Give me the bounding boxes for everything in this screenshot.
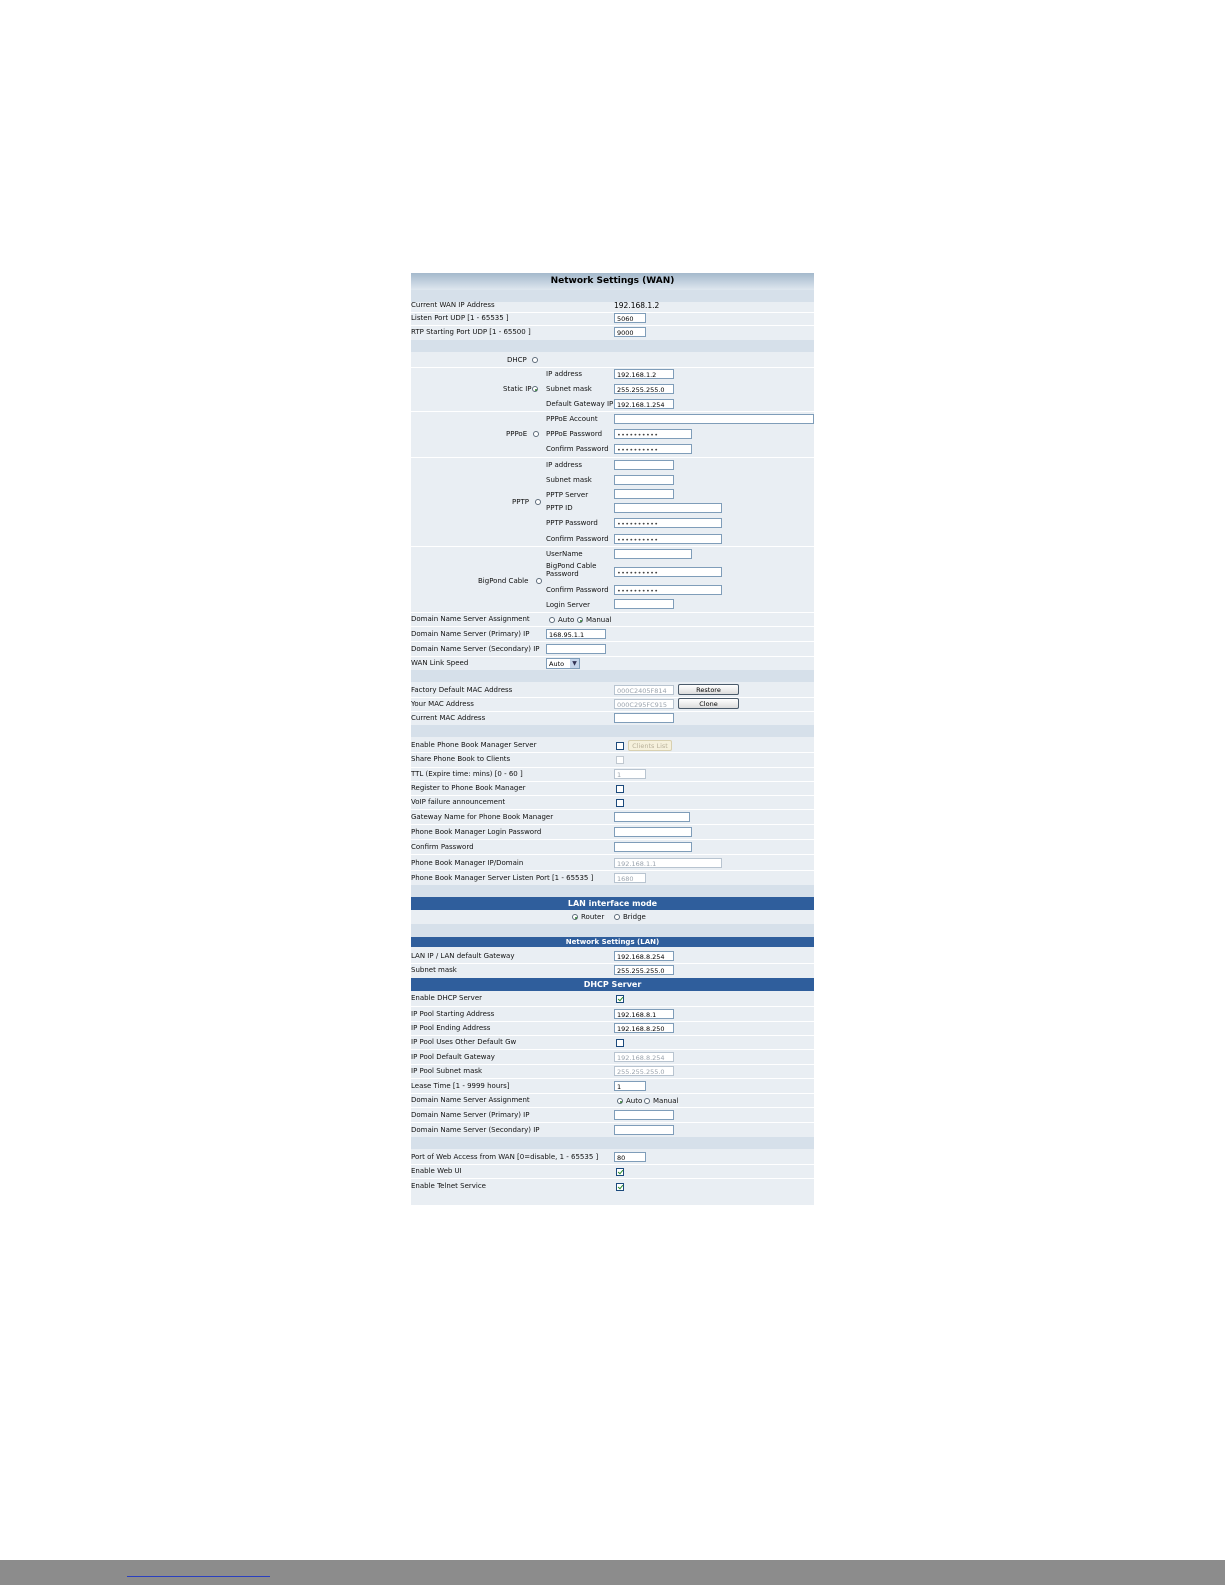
row-divider [411, 1078, 814, 1079]
dhcp-enable-checkbox[interactable] [616, 995, 624, 1003]
bigpond-confirm-input[interactable]: •••••••••• [614, 585, 722, 595]
settings-panel [411, 273, 814, 1205]
pppoe-account-label: PPPoE Account [546, 415, 598, 423]
row-divider [411, 641, 814, 642]
web-ui-checkbox[interactable] [616, 1168, 624, 1176]
section-separator [411, 340, 814, 352]
pb-confirm-label: Confirm Password [411, 843, 474, 851]
wan-dns-auto-radio[interactable] [549, 617, 555, 623]
pb-share-checkbox [616, 756, 624, 764]
dhcp-start-label: IP Pool Starting Address [411, 1010, 495, 1018]
bridge-mode-label: Bridge [623, 913, 646, 921]
lan-mask-input[interactable]: 255.255.255.0 [614, 965, 674, 975]
lan-ip-input[interactable]: 192.168.8.254 [614, 951, 674, 961]
row-divider [411, 1122, 814, 1123]
row-divider [411, 795, 814, 796]
row-divider [411, 1006, 814, 1007]
row-divider [411, 1164, 814, 1165]
wan-dns-manual-label: Manual [586, 616, 612, 624]
lan-ip-label: LAN IP / LAN default Gateway [411, 952, 515, 960]
section-separator [411, 924, 814, 937]
pb-listen-port-input: 1680 [614, 873, 646, 883]
bigpond-login-input[interactable] [614, 599, 674, 609]
clone-button[interactable]: Clone [678, 698, 739, 709]
row-divider [411, 767, 814, 768]
section-separator [411, 670, 814, 682]
rtp-port-input[interactable]: 9000 [614, 327, 646, 337]
row-divider [411, 824, 814, 825]
wan-link-speed-label: WAN Link Speed [411, 659, 469, 667]
section-separator [411, 725, 814, 737]
pptp-id-label: PPTP ID [546, 504, 573, 512]
bridge-mode-radio[interactable] [614, 914, 620, 920]
pppoe-mode-radio[interactable] [533, 431, 539, 437]
telnet-checkbox[interactable] [616, 1183, 624, 1191]
dhcp-dns-primary-input[interactable] [614, 1110, 674, 1120]
pb-ip-domain-input: 192.168.1.1 [614, 858, 722, 868]
row-divider [411, 1035, 814, 1036]
bottom-link-underline [127, 1576, 270, 1577]
row-divider [411, 626, 814, 627]
static-ip-address-input[interactable]: 192.168.1.2 [614, 369, 674, 379]
dhcp-dns-primary-label: Domain Name Server (Primary) IP [411, 1111, 530, 1119]
dhcp-dns-auto-radio[interactable] [617, 1098, 623, 1104]
row-divider [411, 411, 814, 412]
pb-ttl-input: 1 [614, 769, 646, 779]
static-ip-address-label: IP address [546, 370, 583, 378]
current-mac-label: Current MAC Address [411, 714, 486, 722]
pptp-ip-input[interactable] [614, 460, 674, 470]
row-divider [411, 546, 814, 547]
pb-login-password-input[interactable] [614, 827, 692, 837]
dhcp-server-header: DHCP Server [411, 978, 814, 991]
web-port-label: Port of Web Access from WAN [0=disable, 1 - 65535 ] [411, 1153, 599, 1161]
dhcp-end-input[interactable]: 192.168.8.250 [614, 1023, 674, 1033]
dhcp-lease-label: Lease Time [1 - 9999 hours] [411, 1082, 510, 1090]
pptp-password-input[interactable]: •••••••••• [614, 518, 722, 528]
pppoe-password-label: PPPoE Password [546, 430, 603, 438]
dhcp-dns-auto-label: Auto [626, 1097, 643, 1105]
router-mode-radio[interactable] [572, 914, 578, 920]
your-mac-label: Your MAC Address [411, 700, 474, 708]
lan-mode-header: LAN interface mode [411, 897, 814, 910]
voip-failure-checkbox[interactable] [616, 799, 624, 807]
factory-mac-label: Factory Default MAC Address [411, 686, 513, 694]
pptp-id-input[interactable] [614, 503, 722, 513]
pptp-server-label: PPTP Server [546, 491, 589, 499]
wan-dns-secondary-label: Domain Name Server (Secondary) IP [411, 645, 540, 653]
row-divider [411, 1021, 814, 1022]
router-mode-label: Router [581, 913, 605, 921]
bigpond-mode-radio[interactable] [536, 578, 542, 584]
wan-settings-header: Network Settings (WAN) [411, 273, 814, 290]
pb-confirm-input[interactable] [614, 842, 692, 852]
dhcp-dns-secondary-label: Domain Name Server (Secondary) IP [411, 1126, 540, 1134]
row-divider [411, 1049, 814, 1050]
row-divider [411, 809, 814, 810]
bigpond-user-input[interactable] [614, 549, 692, 559]
current-wan-ip-value: 192.168.1.2 [614, 301, 660, 310]
row-divider [411, 457, 814, 458]
row-divider [411, 963, 814, 964]
lan-settings-header: Network Settings (LAN) [411, 937, 814, 947]
row-divider [411, 711, 814, 712]
pb-ttl-label: TTL (Expire time: mins) [0 - 60 ] [411, 770, 523, 778]
row-divider [411, 312, 814, 313]
bigpond-user-label: UserName [546, 550, 583, 558]
bigpond-confirm-label: Confirm Password [546, 586, 609, 594]
bottom-bar [0, 1560, 1225, 1585]
wan-dns-primary-input[interactable]: 168.95.1.1 [546, 629, 606, 639]
dhcp-dns-assign-label: Domain Name Server Assignment [411, 1096, 530, 1104]
pppoe-password-input[interactable]: •••••••••• [614, 429, 692, 439]
pb-login-password-label: Phone Book Manager Login Password [411, 828, 542, 836]
dhcp-mask-label: IP Pool Subnet mask [411, 1067, 483, 1075]
row-divider [411, 854, 814, 855]
row-divider [411, 367, 814, 368]
dhcp-default-gw-label: IP Pool Default Gateway [411, 1053, 495, 1061]
row-divider [411, 781, 814, 782]
section-separator [411, 1137, 814, 1149]
row-divider [411, 325, 814, 326]
row-divider [411, 1093, 814, 1094]
listen-port-input[interactable]: 5060 [614, 313, 646, 323]
dhcp-lease-input[interactable]: 1 [614, 1081, 646, 1091]
pptp-mode-radio[interactable] [535, 499, 541, 505]
pb-register-label: Register to Phone Book Manager [411, 784, 526, 792]
bigpond-password-label: BigPond Cable Password [546, 562, 597, 578]
pppoe-mode-label: PPPoE [506, 430, 528, 438]
dhcp-other-gw-checkbox[interactable] [616, 1039, 624, 1047]
wan-link-speed-select[interactable] [546, 658, 580, 669]
row-divider [411, 1107, 814, 1108]
dhcp-mode-radio[interactable] [532, 357, 538, 363]
pb-register-checkbox[interactable] [616, 785, 624, 793]
pptp-mode-label: PPTP [512, 498, 529, 506]
row-divider [411, 612, 814, 613]
pptp-ip-label: IP address [546, 461, 583, 469]
pptp-confirm-label: Confirm Password [546, 535, 609, 543]
telnet-label: Enable Telnet Service [411, 1182, 486, 1190]
wan-dns-auto-label: Auto [558, 616, 575, 624]
restore-button[interactable]: Restore [678, 684, 739, 695]
voip-failure-label: VoIP failure announcement [411, 798, 506, 806]
static-gateway-input[interactable]: 192.168.1.254 [614, 399, 674, 409]
static-ip-mode-label: Static IP [503, 385, 532, 393]
chevron-down-icon: ▼ [570, 659, 579, 668]
row-divider [411, 839, 814, 840]
static-subnet-mask-input[interactable]: 255.255.255.0 [614, 384, 674, 394]
dhcp-enable-label: Enable DHCP Server [411, 994, 483, 1002]
dhcp-dns-manual-radio[interactable] [644, 1098, 650, 1104]
bigpond-mode-label: BigPond Cable [478, 577, 529, 585]
dhcp-default-gw-input: 192.168.8.254 [614, 1052, 674, 1062]
pppoe-confirm-input[interactable]: •••••••••• [614, 444, 692, 454]
row-divider [411, 1178, 814, 1179]
lan-mask-label: Subnet mask [411, 966, 457, 974]
bigpond-password-input[interactable]: •••••••••• [614, 567, 722, 577]
row-divider [411, 1064, 814, 1065]
dhcp-mask-input: 255.255.255.0 [614, 1066, 674, 1076]
pb-listen-port-label: Phone Book Manager Server Listen Port [1 - 65535 ] [411, 874, 594, 882]
row-divider [411, 752, 814, 753]
factory-mac-input: 000C2405F814 [614, 685, 674, 695]
pb-ip-domain-label: Phone Book Manager IP/Domain [411, 859, 524, 867]
row-divider [411, 697, 814, 698]
clients-list-button: Clients List [628, 740, 672, 751]
pb-gateway-name-label: Gateway Name for Phone Book Manager [411, 813, 554, 821]
current-wan-ip-label: Current WAN IP Address [411, 301, 495, 309]
current-mac-input[interactable] [614, 713, 674, 723]
wan-dns-assign-label: Domain Name Server Assignment [411, 615, 530, 623]
pb-gateway-name-input[interactable] [614, 812, 690, 822]
web-port-input[interactable]: 80 [614, 1152, 646, 1162]
pptp-mask-input[interactable] [614, 475, 674, 485]
pb-enable-checkbox[interactable] [616, 742, 624, 750]
static-gateway-label: Default Gateway IP [546, 400, 614, 408]
rtp-port-label: RTP Starting Port UDP [1 - 65500 ] [411, 328, 531, 336]
pppoe-confirm-label: Confirm Password [546, 445, 609, 453]
dhcp-dns-secondary-input[interactable] [614, 1125, 674, 1135]
your-mac-input: 000C295FC915 [614, 699, 674, 709]
static-ip-mode-radio[interactable] [532, 386, 538, 392]
bigpond-login-label: Login Server [546, 601, 591, 609]
section-separator [411, 885, 814, 897]
dhcp-other-gw-label: IP Pool Uses Other Default Gw [411, 1038, 517, 1046]
dhcp-end-label: IP Pool Ending Address [411, 1024, 491, 1032]
pptp-password-label: PPTP Password [546, 519, 598, 527]
dhcp-mode-label: DHCP [507, 356, 527, 364]
pptp-server-input[interactable] [614, 489, 674, 499]
wan-link-speed-value: Auto [549, 660, 565, 668]
wan-dns-primary-label: Domain Name Server (Primary) IP [411, 630, 530, 638]
static-subnet-mask-label: Subnet mask [546, 385, 592, 393]
listen-port-label: Listen Port UDP [1 - 65535 ] [411, 314, 509, 322]
row-divider [411, 870, 814, 871]
pb-enable-label: Enable Phone Book Manager Server [411, 741, 537, 749]
pb-share-label: Share Phone Book to Clients [411, 755, 511, 763]
pptp-mask-label: Subnet mask [546, 476, 592, 484]
pppoe-account-input[interactable] [614, 414, 814, 424]
wan-dns-secondary-input[interactable] [546, 644, 606, 654]
row-divider [411, 656, 814, 657]
dhcp-dns-manual-label: Manual [653, 1097, 679, 1105]
pptp-confirm-input[interactable]: •••••••••• [614, 534, 722, 544]
wan-dns-manual-radio[interactable] [577, 617, 583, 623]
dhcp-start-input[interactable]: 192.168.8.1 [614, 1009, 674, 1019]
web-ui-label: Enable Web UI [411, 1167, 462, 1175]
